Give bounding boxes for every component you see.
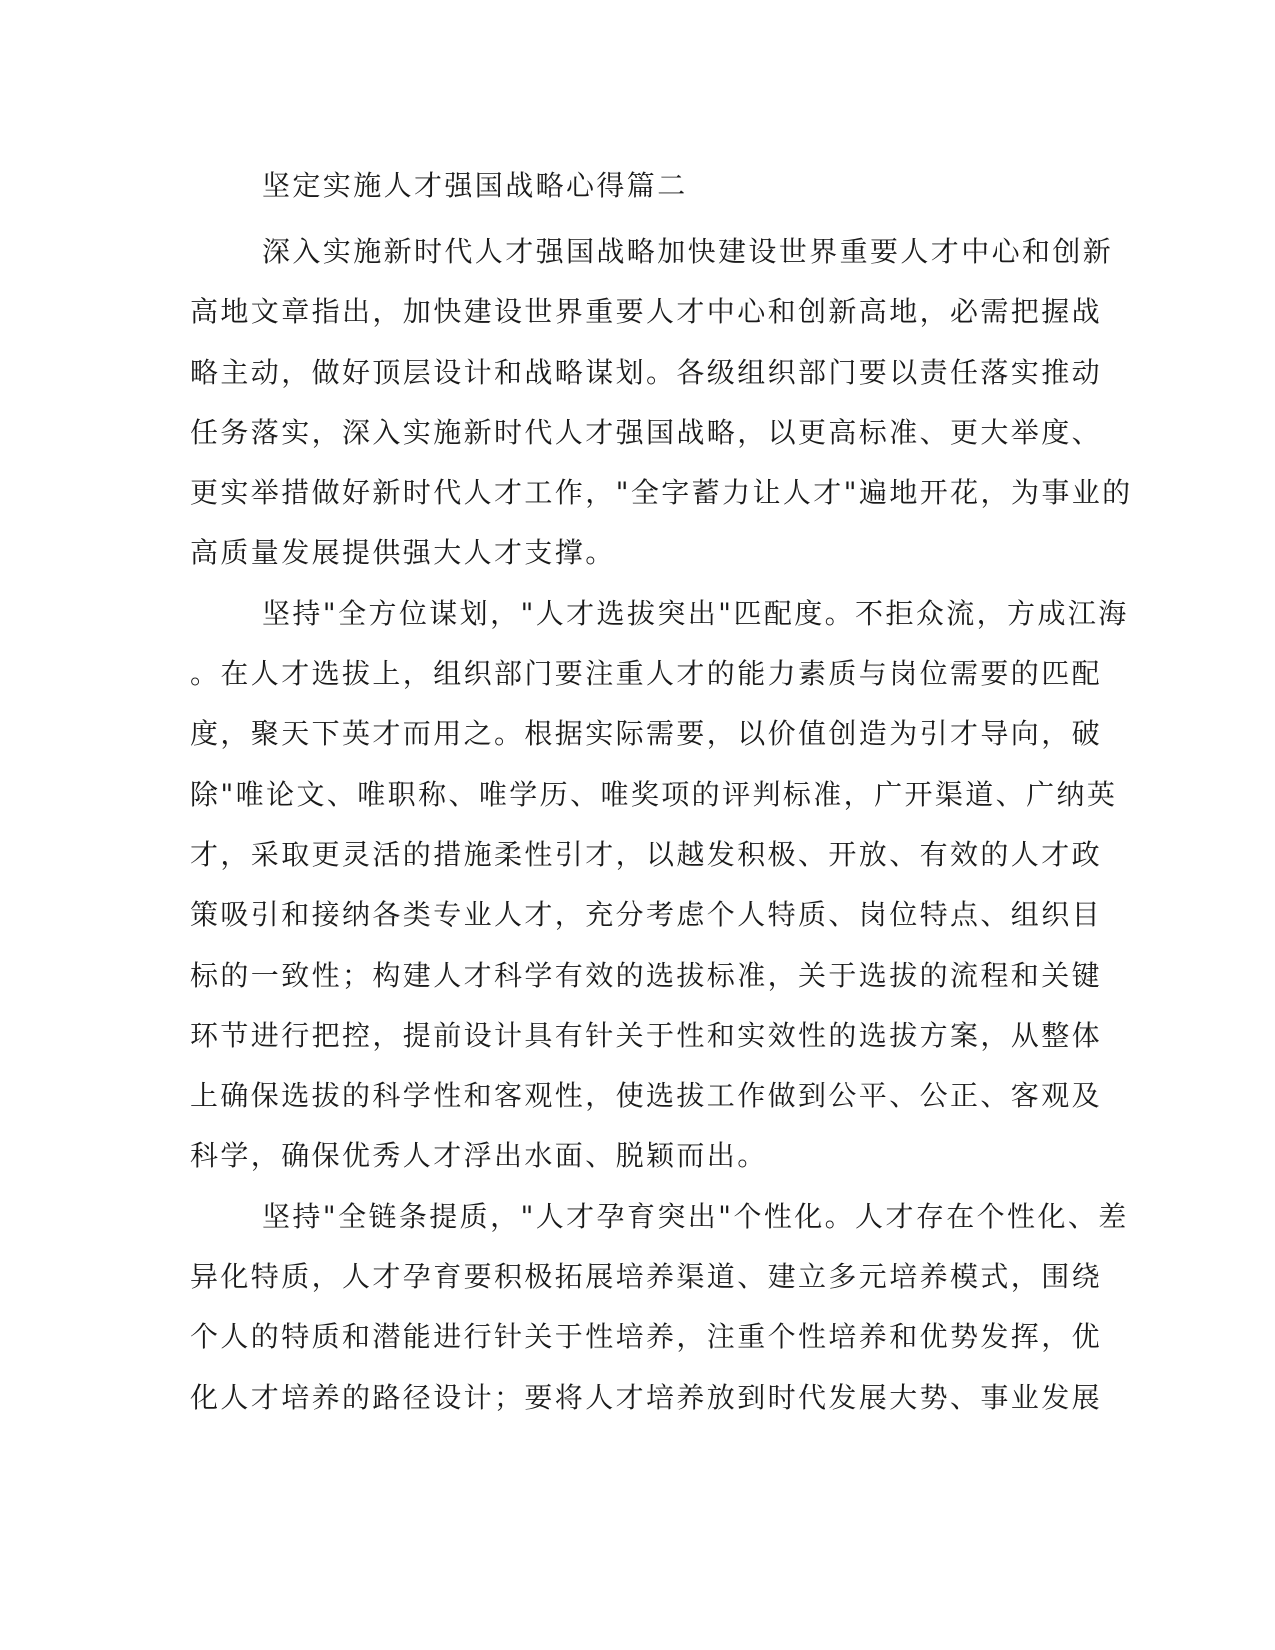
text-line: 坚持"全方位谋划，"人才选拔突出"匹配度。不拒众流，方成江海 (262, 596, 1129, 630)
text-line: 上确保选拔的科学性和客观性，使选拔工作做到公平、公正、客观及 (190, 1079, 1103, 1113)
paragraph-2 (190, 584, 1129, 1187)
text-line: 除"唯论文、唯职称、唯学历、唯奖项的评判标准，广开渠道、广纳英 (190, 777, 1118, 811)
text-line: 高地文章指出，加快建设世界重要人才中心和创新高地，必需把握战 (190, 295, 1103, 329)
paragraph-3 (190, 1187, 1129, 1428)
text-line: 深入实施新时代人才强国战略加快建设世界重要人才中心和创新 (262, 235, 1114, 268)
text-line: 度，聚天下英才而用之。根据实际需要，以价值创造为引才导向，破 (190, 717, 1103, 751)
text-line: 策吸引和接纳各类专业人才，充分考虑个人特质、岗位特点、组织目 (190, 898, 1103, 932)
text-line: 异化特质，人才孕育要积极拓展培养渠道、建立多元培养模式，围绕 (190, 1260, 1103, 1294)
document-title: 坚定实施人才强国战略心得篇二 (262, 169, 688, 202)
text-line: 环节进行把控，提前设计具有针关于性和实效性的选拔方案，从整体 (190, 1018, 1103, 1052)
text-line: 坚持"全链条提质，"人才孕育突出"个性化。人才存在个性化、差 (262, 1199, 1129, 1233)
text-line: 高质量发展提供强大人才支撑。 (190, 536, 616, 570)
document-body (190, 162, 1133, 1428)
text-line: 略主动，做好顶层设计和战略谋划。各级组织部门要以责任落实推动 (190, 355, 1103, 389)
text-line: 。在人才选拔上，组织部门要注重人才的能力素质与岗位需要的匹配 (190, 657, 1103, 691)
text-line: 标的一致性；构建人才科学有效的选拔标准，关于选拔的流程和关键 (190, 958, 1103, 992)
text-line: 化人才培养的路径设计；要将人才培养放到时代发展大势、事业发展 (190, 1380, 1103, 1414)
paragraph-1 (190, 222, 1133, 584)
text-line: 才，采取更灵活的措施柔性引才，以越发积极、开放、有效的人才政 (190, 837, 1103, 871)
text-line: 更实举措做好新时代人才工作，"全字蓄力让人才"遍地开花，为事业的 (190, 476, 1133, 510)
text-line: 科学，确保优秀人才浮出水面、脱颖而出。 (190, 1139, 768, 1173)
text-line: 任务落实，深入实施新时代人才强国战略，以更高标准、更大举度、 (190, 415, 1103, 449)
text-line: 个人的特质和潜能进行针关于性培养，注重个性培养和优势发挥，优 (190, 1320, 1103, 1354)
